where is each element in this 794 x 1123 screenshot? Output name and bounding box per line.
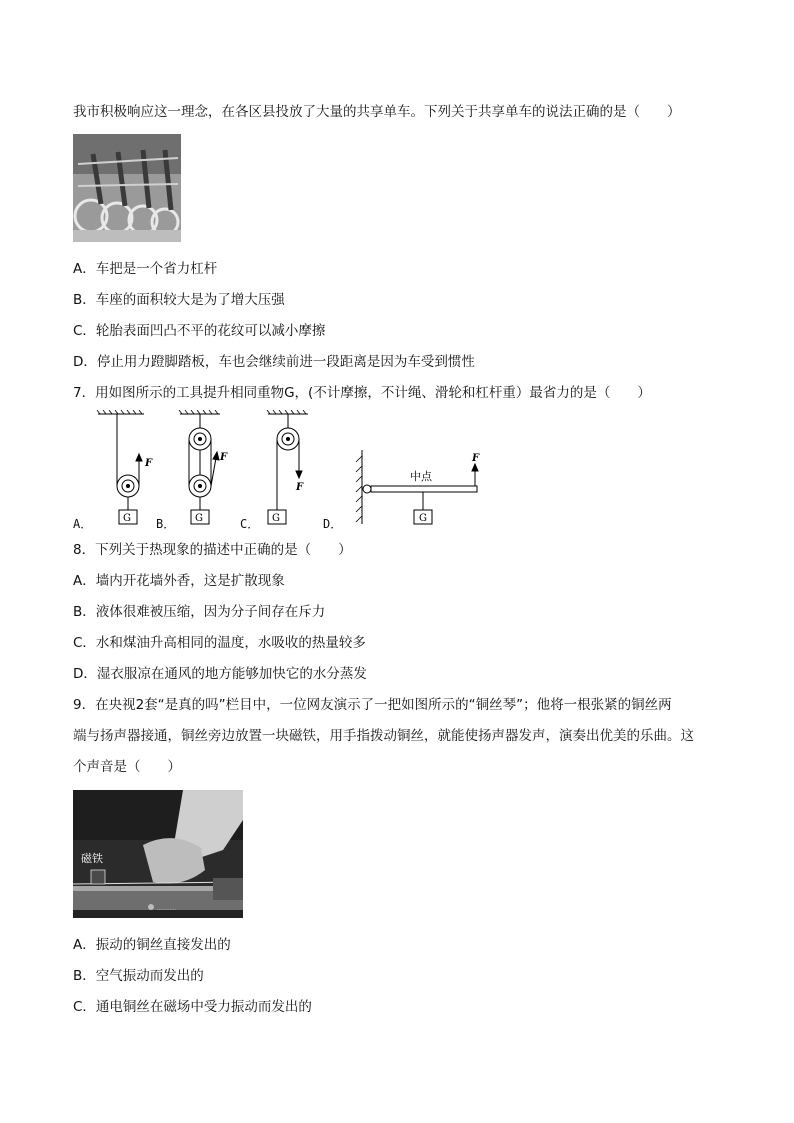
label-g-d: G: [419, 513, 427, 524]
q9-option-c: C．通电铜丝在磁场中受力振动而发出的: [73, 999, 312, 1015]
label-g-c: G: [272, 513, 280, 524]
q8-option-b: B．液体很难被压缩，因为分子间存在斥力: [73, 604, 326, 620]
q6-option-d: D．停止用力蹬脚踏板，车也会继续前进一段距离是因为车受到惯性: [73, 354, 475, 370]
label-f-a: F: [145, 458, 153, 469]
svg-text:............: ............: [157, 906, 177, 912]
label-f-b: F: [220, 452, 228, 463]
q8-option-d: D．湿衣服凉在通风的地方能够加快它的水分蒸发: [73, 666, 367, 682]
q6-stem: 我市积极响应这一理念，在各区县投放了大量的共享单车。下列关于共享单车的说法正确的是（ ）: [73, 104, 681, 120]
q7-option-b-label: B．: [156, 517, 176, 531]
diagram-d: [356, 450, 478, 524]
q7-option-d-label: D．: [323, 517, 343, 531]
bike-photo: [73, 134, 181, 242]
q9-stem-line-3: 个声音是（ ）: [73, 759, 181, 775]
q8-option-a: A．墙内开花墙外香，这是扩散现象: [73, 573, 285, 589]
copper-wire-photo: [73, 790, 243, 918]
magnet-label: 磁铁: [81, 852, 103, 865]
diagram-c: [267, 410, 308, 524]
q9-option-a: A．振动的铜丝直接发出的: [73, 937, 231, 953]
diagram-b: [179, 410, 220, 524]
label-g-a: G: [123, 513, 131, 524]
label-g-b: G: [195, 513, 203, 524]
q6-option-b: B．车座的面积较大是为了增大压强: [73, 292, 285, 308]
q7-pulley-figure: [70, 410, 490, 532]
q6-option-a: A．车把是一个省力杠杆: [73, 261, 218, 277]
q7-stem: 7．用如图所示的工具提升相同重物G，(不计摩擦，不计绳、滑轮和杠杆重）最省力的是（ ）: [73, 385, 651, 401]
q6-option-c: C．轮胎表面凹凸不平的花纹可以减小摩擦: [73, 323, 326, 339]
q7-option-a-label: A．: [73, 517, 93, 531]
diagram-a: [97, 410, 144, 524]
q8-option-c: C．水和煤油升高相同的温度，水吸收的热量较多: [73, 635, 366, 651]
label-f-c: F: [296, 482, 304, 493]
label-midpoint: 中点: [410, 470, 432, 483]
q9-stem-line-2: 端与扬声器接通，铜丝旁边放置一块磁铁，用手指拨动铜丝，就能使扬声器发声，演奏出优美的乐曲。这: [73, 728, 694, 744]
q8-stem: 8．下列关于热现象的描述中正确的是（ ）: [73, 542, 352, 558]
q7-option-c-label: C．: [240, 517, 260, 531]
label-f-d: F: [472, 453, 480, 464]
q9-stem-line-1: 9．在央视2套“是真的吗”栏目中，一位网友演示了一把如图所示的“铜丝琴”；他将一根张紧的铜丝两: [73, 697, 672, 713]
q9-option-b: B．空气振动而发出的: [73, 968, 204, 984]
